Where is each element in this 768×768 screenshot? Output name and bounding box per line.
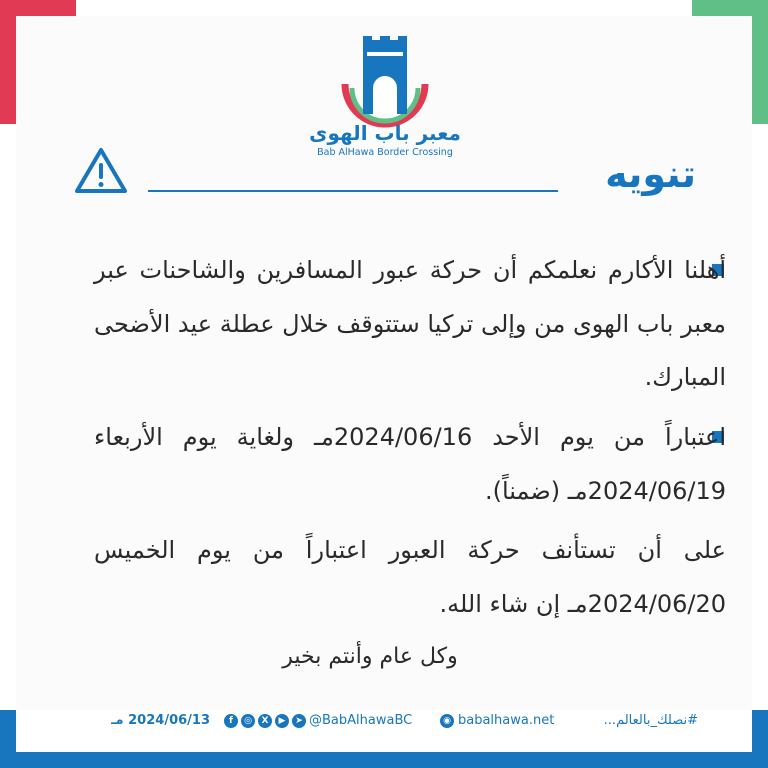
x-icon[interactable]: X [258,714,272,728]
globe-icon: ◉ [440,714,454,728]
telegram-icon[interactable]: ➤ [292,714,306,728]
facebook-icon[interactable]: f [224,714,238,728]
footer-date: 2024/06/13 مـ [111,713,210,728]
instagram-icon[interactable]: ◎ [241,714,255,728]
paragraph-2: اعتباراً من يوم الأحد 2024/06/16مـ ولغاية يوم الأربعاء 2024/06/19مـ (ضمناً). [94,423,726,505]
warning-icon [74,146,128,196]
youtube-icon[interactable]: ▶ [275,714,289,728]
paragraph-1: أهلنا الأكارم نعلمكم أن حركة عبور المسافرين والشاحنات عبر معبر باب الهوى من وإلى تركيا ستتوقف خلال عطلة عيد الأضحى المبارك. [94,256,726,391]
page-title: تنويه [605,152,696,196]
social-handle[interactable]: @BabAlhawaBC [309,713,413,728]
website-text: babalhawa.net [458,713,555,728]
website-link[interactable] [440,712,560,730]
footer-hashtag: #نصلك_بالعالم... [603,713,698,728]
paragraph-3: على أن تستأنف حركة العبور اعتباراً من يوم الخميس 2024/06/20مـ إن شاء الله. [94,536,726,618]
title-underline [148,190,558,192]
closing-greeting: وكل عام وأنتم بخير [282,644,458,669]
social-links [224,712,414,730]
logo-arabic-text: معبر باب الهوى [309,121,461,145]
logo-english-text: Bab AlHawa Border Crossing [317,147,453,158]
